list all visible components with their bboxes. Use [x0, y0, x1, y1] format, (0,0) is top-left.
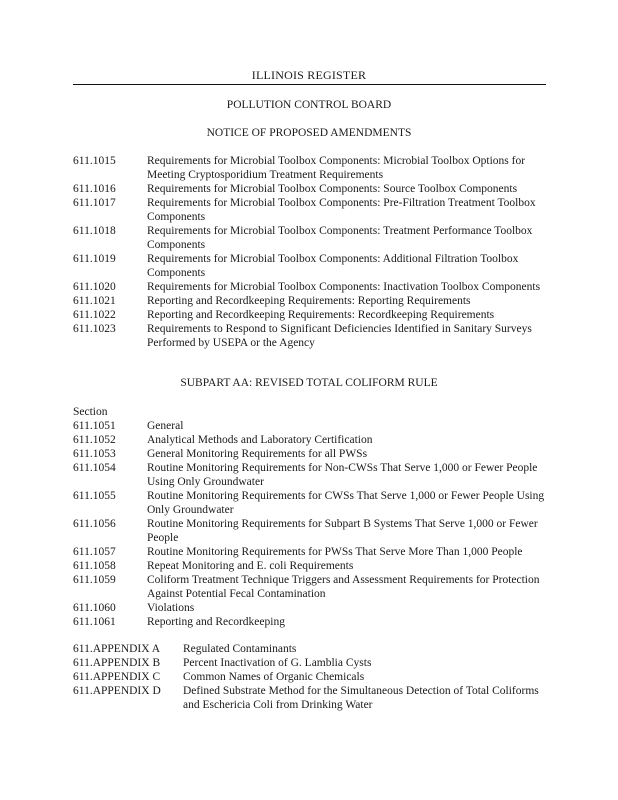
toc-entry [73, 573, 553, 601]
notice-title: NOTICE OF PROPOSED AMENDMENTS [206, 127, 412, 139]
appendix-title: Defined Substrate Method for the Simultaneous Detection of Total Coliforms and Eschericia Coli from Drinking Water [183, 685, 539, 711]
toc-entry [73, 447, 553, 461]
section-number: 611.1055 [73, 490, 116, 502]
section-title: Violations [147, 602, 195, 614]
section-title: Reporting and Recordkeeping Requirements: Recordkeeping Requirements [147, 309, 495, 321]
section-title: General Monitoring Requirements for all PWSs [147, 448, 368, 460]
section-number: 611.1059 [73, 574, 116, 586]
appendix-number: 611.APPENDIX B [73, 657, 161, 669]
toc-top-list [73, 154, 553, 350]
section-column-label: Section [73, 406, 108, 418]
appendix-list [73, 642, 553, 712]
section-number: 611.1016 [73, 183, 116, 195]
toc-entry [73, 322, 553, 350]
section-number: 611.1061 [73, 616, 116, 628]
toc-entry [73, 419, 553, 433]
section-title: Requirements to Respond to Significant Deficiencies Identified in Sanitary Surveys Performed by USEPA or the Agency [147, 323, 532, 349]
section-number: 611.1019 [73, 253, 116, 265]
toc-entry [73, 154, 553, 182]
section-number: 611.1056 [73, 518, 116, 530]
section-number: 611.1023 [73, 323, 116, 335]
section-title: Coliform Treatment Technique Triggers and Assessment Requirements for Protection Against Potential Fecal Contamination [147, 574, 540, 600]
section-title: General [147, 420, 184, 432]
toc-entry [73, 224, 553, 252]
appendix-entry [73, 642, 553, 656]
section-number: 611.1021 [73, 295, 116, 307]
appendix-number: 611.APPENDIX A [73, 643, 161, 655]
section-number: 611.1022 [73, 309, 116, 321]
toc-subpart-list [73, 419, 553, 629]
toc-entry [73, 252, 553, 280]
section-title: Reporting and Recordkeeping Requirements: Reporting Requirements [147, 295, 471, 307]
section-title: Requirements for Microbial Toolbox Components: Pre-Filtration Treatment Toolbox Components [147, 197, 536, 223]
header-divider [73, 84, 546, 85]
appendix-number: 611.APPENDIX C [73, 671, 161, 683]
appendix-entry [73, 684, 553, 712]
register-title: ILLINOIS REGISTER [251, 68, 367, 82]
appendix-number: 611.APPENDIX D [73, 685, 161, 697]
toc-entry [73, 308, 553, 322]
toc-entry [73, 461, 553, 489]
section-title: Routine Monitoring Requirements for PWSs That Serve More Than 1,000 People [147, 546, 523, 558]
section-title: Requirements for Microbial Toolbox Components: Treatment Performance Toolbox Components [147, 225, 533, 251]
toc-entry [73, 196, 553, 224]
section-number: 611.1058 [73, 560, 116, 572]
toc-entry [73, 559, 553, 573]
toc-entry [73, 280, 553, 294]
section-title: Repeat Monitoring and E. coli Requirements [147, 560, 354, 572]
section-title: Routine Monitoring Requirements for Subpart B Systems That Serve 1,000 or Fewer People [147, 518, 538, 544]
section-number: 611.1018 [73, 225, 116, 237]
section-title: Reporting and Recordkeeping [147, 616, 285, 628]
appendix-entry [73, 670, 553, 684]
agency-name: POLLUTION CONTROL BOARD [226, 99, 392, 111]
toc-entry [73, 294, 553, 308]
appendix-title: Common Names of Organic Chemicals [183, 671, 365, 683]
appendix-title: Percent Inactivation of G. Lamblia Cysts [183, 657, 372, 669]
section-number: 611.1057 [73, 546, 116, 558]
toc-entry [73, 615, 553, 629]
section-number: 611.1052 [73, 434, 116, 446]
section-number: 611.1054 [73, 462, 116, 474]
appendix-title: Regulated Contaminants [183, 643, 297, 655]
section-title: Requirements for Microbial Toolbox Components: Source Toolbox Components [147, 183, 518, 195]
toc-entry [73, 489, 553, 517]
section-title: Routine Monitoring Requirements for CWSs That Serve 1,000 or Fewer People Using Only Groundwater [147, 490, 545, 516]
section-number: 611.1053 [73, 448, 116, 460]
section-title: Requirements for Microbial Toolbox Components: Microbial Toolbox Options for Meeting Cryptosporidium Treatment Requirements [147, 155, 526, 181]
section-number: 611.1015 [73, 155, 116, 167]
section-number: 611.1017 [73, 197, 116, 209]
subpart-heading: SUBPART AA: REVISED TOTAL COLIFORM RULE [180, 377, 438, 389]
section-number: 611.1060 [73, 602, 116, 614]
section-title: Analytical Methods and Laboratory Certification [147, 434, 373, 446]
section-title: Requirements for Microbial Toolbox Components: Inactivation Toolbox Components [147, 281, 541, 293]
toc-entry [73, 601, 553, 615]
toc-entry [73, 517, 553, 545]
section-title: Requirements for Microbial Toolbox Components: Additional Filtration Toolbox Components [147, 253, 519, 279]
toc-entry [73, 545, 553, 559]
section-number: 611.1051 [73, 420, 116, 432]
toc-entry [73, 433, 553, 447]
appendix-entry [73, 656, 553, 670]
section-title: Routine Monitoring Requirements for Non-CWSs That Serve 1,000 or Fewer People Using Only Groundwater [147, 462, 538, 488]
toc-entry [73, 182, 553, 196]
section-number: 611.1020 [73, 281, 116, 293]
